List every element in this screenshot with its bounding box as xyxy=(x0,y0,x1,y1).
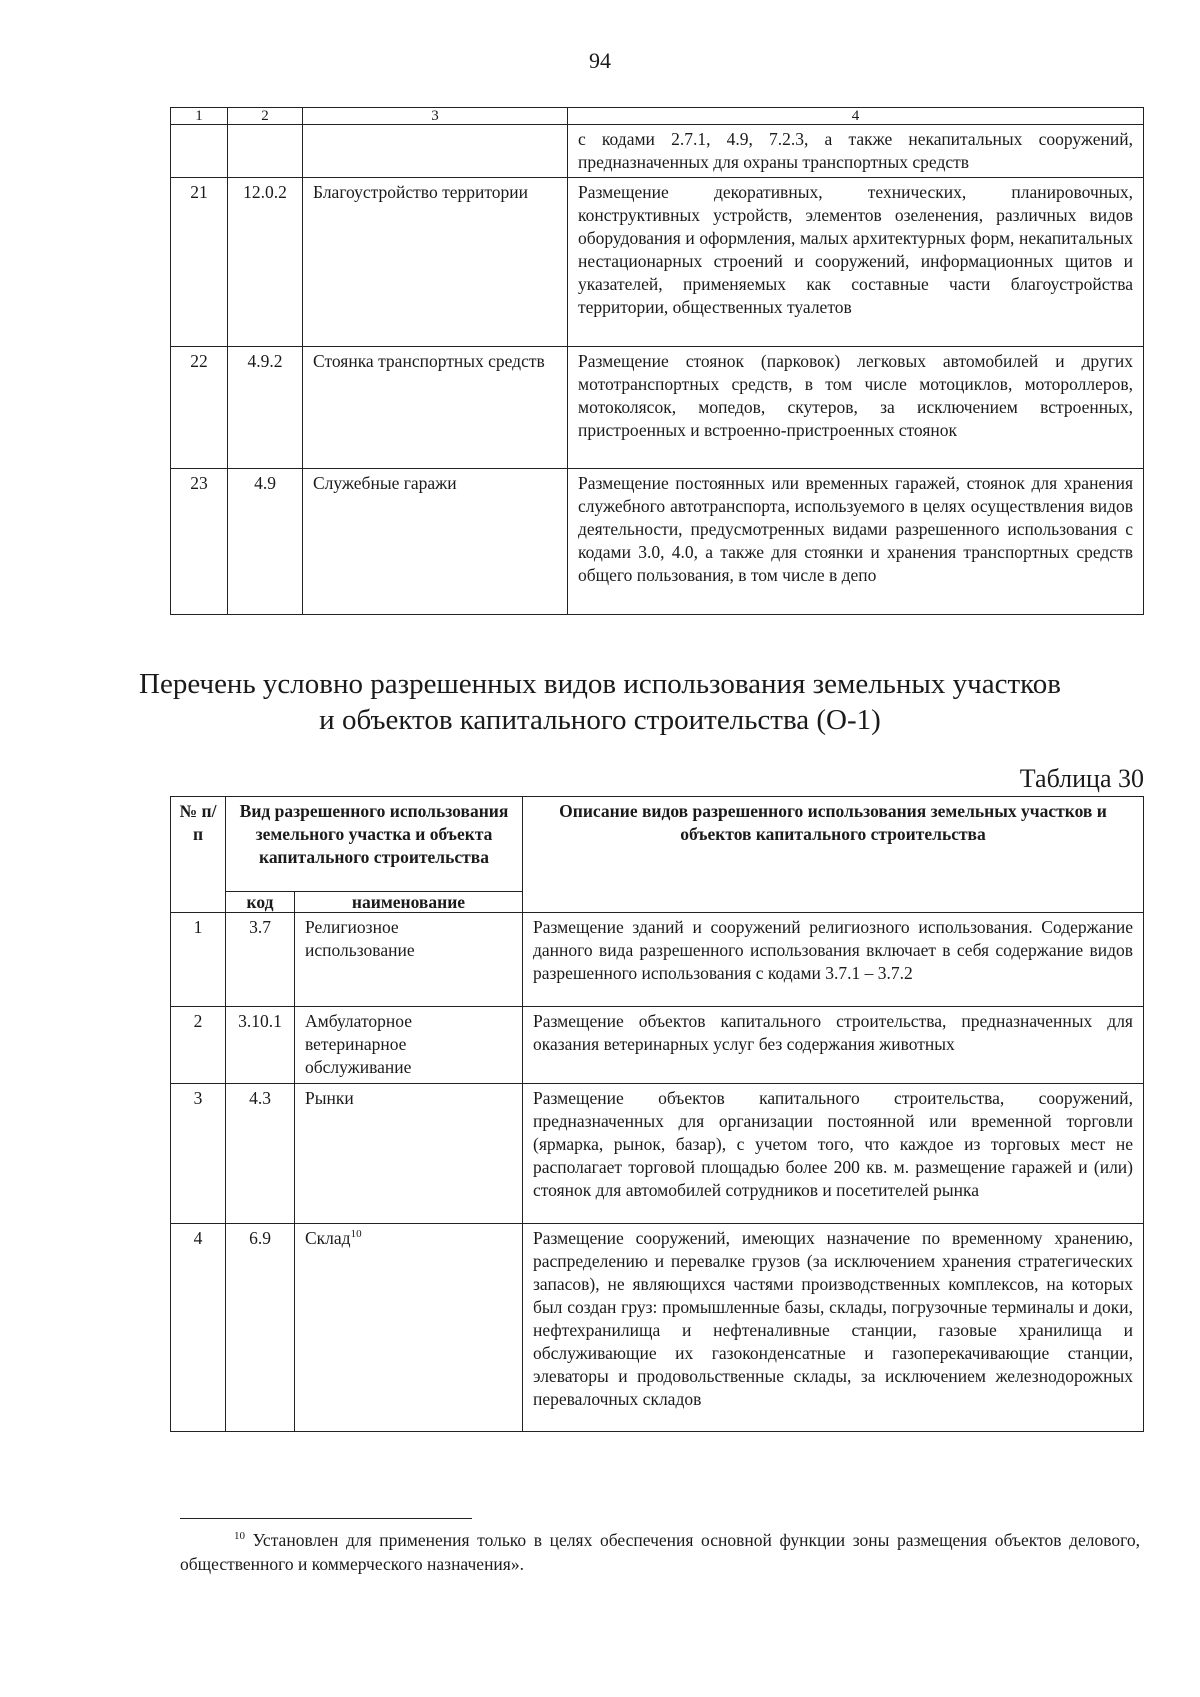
row-number: 22 xyxy=(171,347,228,469)
table-row xyxy=(171,1007,1144,1084)
description-cell: Размещение постоянных или временных гаражей, стоянок для хранения служебного автотранспорта, используемого в целях осуществления видов деятельности, предусмотренных видами разрешенного использования с кодами 3.0, 4.0, а также для стоянки и хранения транспортных средств общего пользования, в том числе в депо xyxy=(568,469,1144,615)
description-cell: Размещение стоянок (парковок) легковых автомобилей и других мототранспортных средств, в том числе мотоциклов, мотороллеров, мотоколясок, мопедов, скутеров, за исключением встроенных, пристроенных и встроенно-пристроенных стоянок xyxy=(568,347,1144,469)
row-number: 4 xyxy=(171,1224,226,1432)
column-number: 3 xyxy=(303,108,568,125)
column-number: 1 xyxy=(171,108,228,125)
description-cell: Размещение зданий и сооружений религиозного использования. Содержание данного вида разрешенного использования включает в себя содержание видов разрешенного использования с кодами 3.7.1 – 3.7.2 xyxy=(523,913,1144,1007)
description-cell: Размещение декоративных, технических, планировочных, конструктивных устройств, элементов озеленения, различных видов оборудования и оформления, малых архитектурных форм, некапитальных нестационарных строений и сооружений, информационных щитов и указателей, применяемых как составные части благоустройства территории, общественных туалетов xyxy=(568,178,1144,347)
description-cell: Размещение объектов капитального строительства, сооружений, предназначенных для организации постоянной или временной торговли (ярмарка, рынок, базар), с учетом того, что каждое из торговых мест не располагает торговой площадью более 200 кв. м. размещение гаражей и (или) стоянок для автомобилей сотрудников и посетителей рынка xyxy=(523,1084,1144,1224)
heading-line: Перечень условно разрешенных видов использования земельных участков xyxy=(139,668,1061,700)
header-code: код xyxy=(226,892,295,913)
column-number: 2 xyxy=(228,108,303,125)
description-cell: Размещение сооружений, имеющих назначение по временному хранению, распределению и перевалке грузов (за исключением хранения стратегических запасов), не являющихся частями производственных комплексов, на которых был создан груз: промышленные базы, склады, погрузочные терминалы и доки, нефтехранилища и нефтеналивные станции, газовые хранилища и обслуживающие их газоконденсатные и газоперекачивающие станции, элеваторы и продовольственные склады, за исключением железнодорожных перевалочных складов xyxy=(523,1224,1144,1432)
table-row xyxy=(171,178,1144,347)
code-cell: 4.9 xyxy=(228,469,303,615)
column-number-row xyxy=(171,108,1144,125)
footnote-mark: 10 xyxy=(234,1530,245,1542)
description-cell: Размещение объектов капитального строительства, предназначенных для оказания ветеринарных услуг без содержания животных xyxy=(523,1007,1144,1084)
conditional-uses-table xyxy=(170,796,1144,1432)
page-number: 94 xyxy=(589,48,611,73)
header-kind: Вид разрешенного использования земельного участка и объекта капитального строительства xyxy=(226,797,523,892)
name-cell: Служебные гаражи xyxy=(303,469,568,615)
row-number: 21 xyxy=(171,178,228,347)
code-cell: 6.9 xyxy=(226,1224,295,1432)
footnote xyxy=(180,1528,1140,1576)
name-cell: Стоянка транспортных средств xyxy=(303,347,568,469)
table-row xyxy=(171,469,1144,615)
header-number: № п/п xyxy=(171,797,226,913)
header-description: Описание видов разрешенного использования земельных участков и объектов капитального строительства xyxy=(523,797,1144,913)
section-heading xyxy=(0,666,1200,738)
row-number: 23 xyxy=(171,469,228,615)
table-label: Таблица 30 xyxy=(1019,764,1144,793)
table-row xyxy=(171,1084,1144,1224)
header-row xyxy=(171,797,1144,892)
name-cell: Благоустройство территории xyxy=(303,178,568,347)
code-cell: 4.3 xyxy=(226,1084,295,1224)
code-cell: 3.7 xyxy=(226,913,295,1007)
name-cell xyxy=(295,1224,523,1432)
table-row xyxy=(171,125,1144,178)
column-number: 4 xyxy=(568,108,1144,125)
code-cell: 12.0.2 xyxy=(228,178,303,347)
name-cell: Религиозное использование xyxy=(295,913,523,1007)
table-row xyxy=(171,1224,1144,1432)
row-number: 1 xyxy=(171,913,226,1007)
table-row xyxy=(171,347,1144,469)
heading-line: и объектов капитального строительства (О-1) xyxy=(319,704,881,736)
name-text: Склад xyxy=(305,1228,351,1248)
name-cell: Рынки xyxy=(295,1084,523,1224)
table-row xyxy=(171,913,1144,1007)
footnote-text: Установлен для применения только в целях обеспечения основной функции зоны размещения объектов делового, общественного и коммерческого назначения». xyxy=(180,1530,1141,1574)
row-number: 2 xyxy=(171,1007,226,1084)
header-name: наименование xyxy=(295,892,523,913)
row-number: 3 xyxy=(171,1084,226,1224)
description-cell: с кодами 2.7.1, 4.9, 7.2.3, а также некапитальных сооружений, предназначенных для охраны транспортных средств xyxy=(568,125,1144,178)
continuation-table xyxy=(170,107,1144,615)
footnote-divider xyxy=(180,1518,472,1519)
code-cell: 3.10.1 xyxy=(226,1007,295,1084)
code-cell: 4.9.2 xyxy=(228,347,303,469)
name-cell: Амбулаторное ветеринарное обслуживание xyxy=(295,1007,523,1084)
footnote-ref: 10 xyxy=(350,1228,362,1240)
